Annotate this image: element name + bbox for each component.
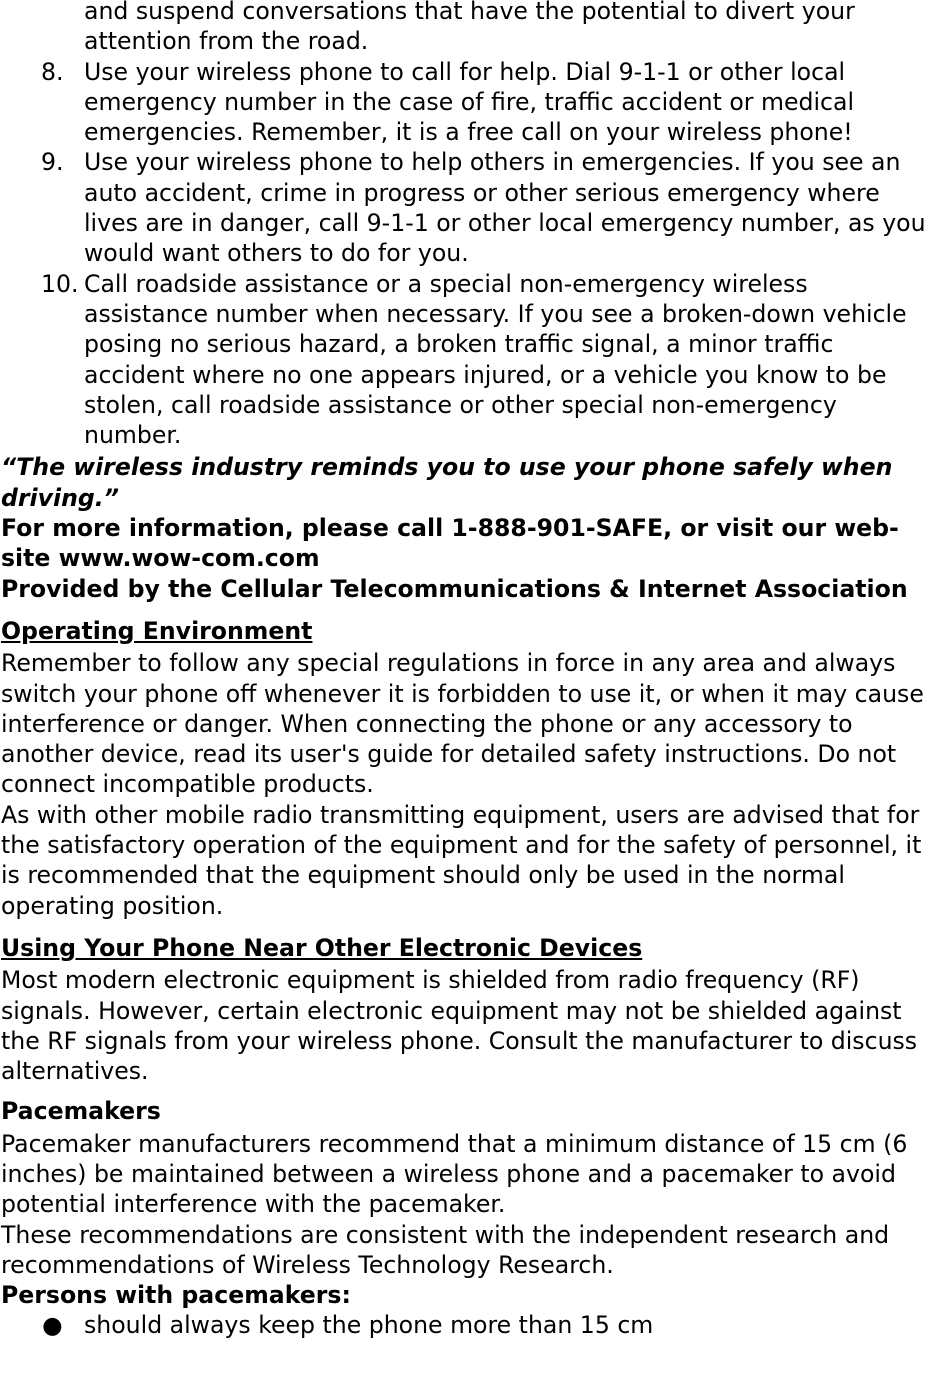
list-item-number: 10. [41,269,79,298]
provided-by-text: Provided by the Cellular Telecommunications & Internet Association [1,574,908,603]
more-info-text: For more information, please call 1-888-901-SAFE, or visit our web-site www.wow-com.com [1,514,899,573]
list-item [1,269,935,451]
list-item-number: 9. [41,148,64,177]
operating-environment-heading: Operating Environment [1,616,313,645]
list-item-continuation: and suspend conversations that have the potential to divert your attention from the road. [84,0,855,56]
numbered-list [1,57,935,451]
list-item-text: Use your wireless phone to call for help. Dial 9-1-1 or other local emergency number in the case of fire, traffic accident or medical emergencies. Remember, it is a free call on your wireless phone! [84,57,855,147]
list-item [1,147,935,268]
bullet-text: should always keep the phone more than 15 cm [84,1311,654,1340]
operating-paragraph-1: Remember to follow any special regulations in force in any area and always switch your phone off whenever it is forbidden to use it, or when it may cause interference or danger. When connecting the phone or any accessory to another device, read its user's guide for detailed safety instructions. Do not connect incompatible products. [1,649,924,799]
pacemakers-heading: Pacemakers [1,1097,161,1126]
electronic-devices-paragraph: Most modern electronic equipment is shielded from radio frequency (RF) signals. However, certain electronic equipment may not be shielded against the RF signals from your wireless phone. Consult the manufacturer to discuss alternatives. [1,966,918,1086]
list-item-text: Call roadside assistance or a special non-emergency wireless assistance number when necessary. If you see a broken-down vehicle posing no serious hazard, a broken traffic signal, a minor traffic accident where no one appears injured, or a vehicle you know to be stolen, call roadside assistance or other special non-emergency number. [84,269,907,450]
operating-paragraph-2: As with other mobile radio transmitting equipment, users are advised that for the satisfactory operation of the equipment and for the safety of personnel, it is recommended that the equipment should only be used in the normal operating position. [1,800,922,920]
electronic-devices-heading: Using Your Phone Near Other Electronic Devices [1,933,643,962]
list-item-number: 8. [41,57,64,86]
list-item-text: Use your wireless phone to help others in emergencies. If you see an auto accident, crime in progress or other serious emergency where lives are in danger, call 9-1-1 or other local emergency number, as you would want others to do for you. [84,148,926,268]
persons-with-pacemakers-heading: Persons with pacemakers: [1,1281,351,1310]
list-item [1,57,935,148]
safety-quote: “The wireless industry reminds you to use your phone safely when driving.” [1,453,893,512]
document-page [1,0,935,1341]
list-item [1,1310,935,1340]
pacemakers-paragraph-2: These recommendations are consistent with the independent research and recommendations of Wireless Technology Research. [1,1220,890,1279]
bullet-icon: ● [42,1311,63,1340]
pacemakers-paragraph-1: Pacemaker manufacturers recommend that a minimum distance of 15 cm (6 inches) be maintained between a wireless phone and a pacemaker to avoid potential interference with the pacemaker. [1,1129,908,1219]
